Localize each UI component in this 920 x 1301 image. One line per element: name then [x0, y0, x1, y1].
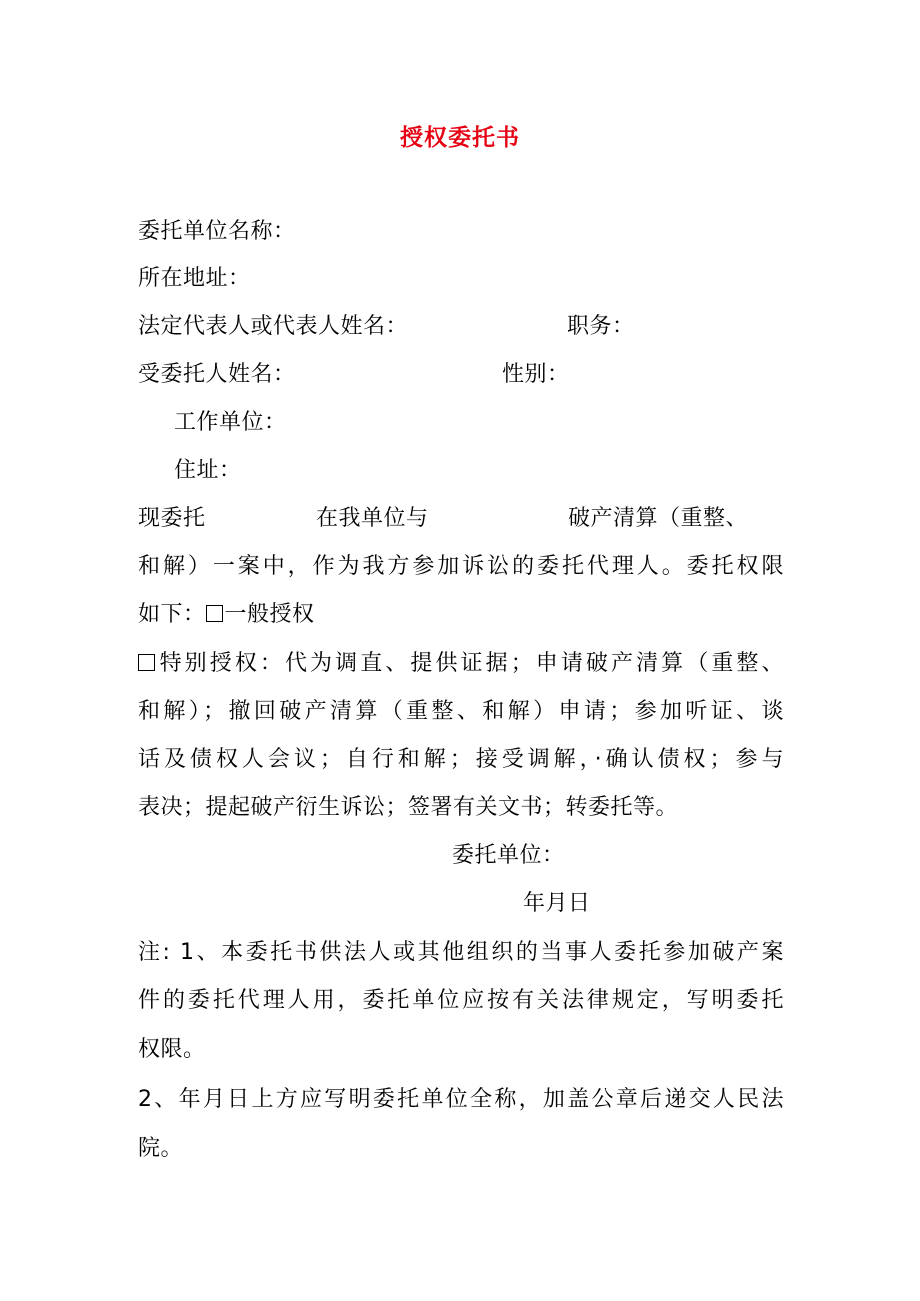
address-label: 所在地址：: [138, 266, 251, 291]
note1-line3: 权限。: [138, 1037, 206, 1062]
signature-client-label: 委托单位：: [452, 843, 565, 868]
legal-rep-label: 法定代表人或代表人姓名：: [138, 314, 409, 339]
work-unit-label: 工作单位：: [174, 410, 287, 435]
general-auth-label: 一般授权: [224, 602, 315, 627]
special-auth-line3: 话及债权人会议；自行和解；接受调解，·确认债权；参与: [138, 747, 784, 772]
body-line1-b: 在我单位与: [316, 506, 429, 531]
agent-name-label: 受委托人姓名：: [138, 362, 296, 387]
general-auth-checkbox[interactable]: [206, 605, 223, 622]
body-line1-c: 破产清算（重整、: [568, 506, 749, 531]
gender-label: 性别：: [502, 362, 570, 387]
special-auth-line1: [138, 648, 784, 680]
special-auth-checkbox[interactable]: [138, 654, 155, 671]
note2-line2: 院。: [138, 1136, 184, 1161]
position-label: 职务：: [567, 314, 635, 339]
signature-date-label: 年月日: [523, 891, 591, 916]
body-line2: 和解）一案中，作为我方参加诉讼的委托代理人。委托权限: [138, 554, 784, 579]
note1-line2: 件的委托代理人用，委托单位应按有关法律规定，写明委托: [138, 988, 784, 1013]
body-line3-prefix: 如下：: [138, 602, 206, 627]
document-title: 授权委托书: [400, 125, 520, 151]
note1-line1: 注: 1、本委托书供法人或其他组织的当事人委托参加破产案: [138, 940, 784, 965]
special-auth-line4: 表决；提起破产衍生诉讼；签署有关文书；转委托等。: [138, 795, 679, 820]
client-name-label: 委托单位名称：: [138, 219, 296, 244]
special-auth-text1: 特别授权：代为调直、提供证据；申请破产清算（重整、: [157, 651, 784, 676]
residence-label: 住址：: [174, 458, 242, 483]
body-line1-a: 现委托: [138, 506, 206, 531]
body-line3: [138, 599, 315, 631]
note2-line1: 2、年月日上方应写明委托单位全称，加盖公章后递交人民法: [138, 1087, 784, 1112]
special-auth-line2: 和解）；撤回破产清算（重整、和解）申请；参加听证、谈: [138, 699, 784, 724]
